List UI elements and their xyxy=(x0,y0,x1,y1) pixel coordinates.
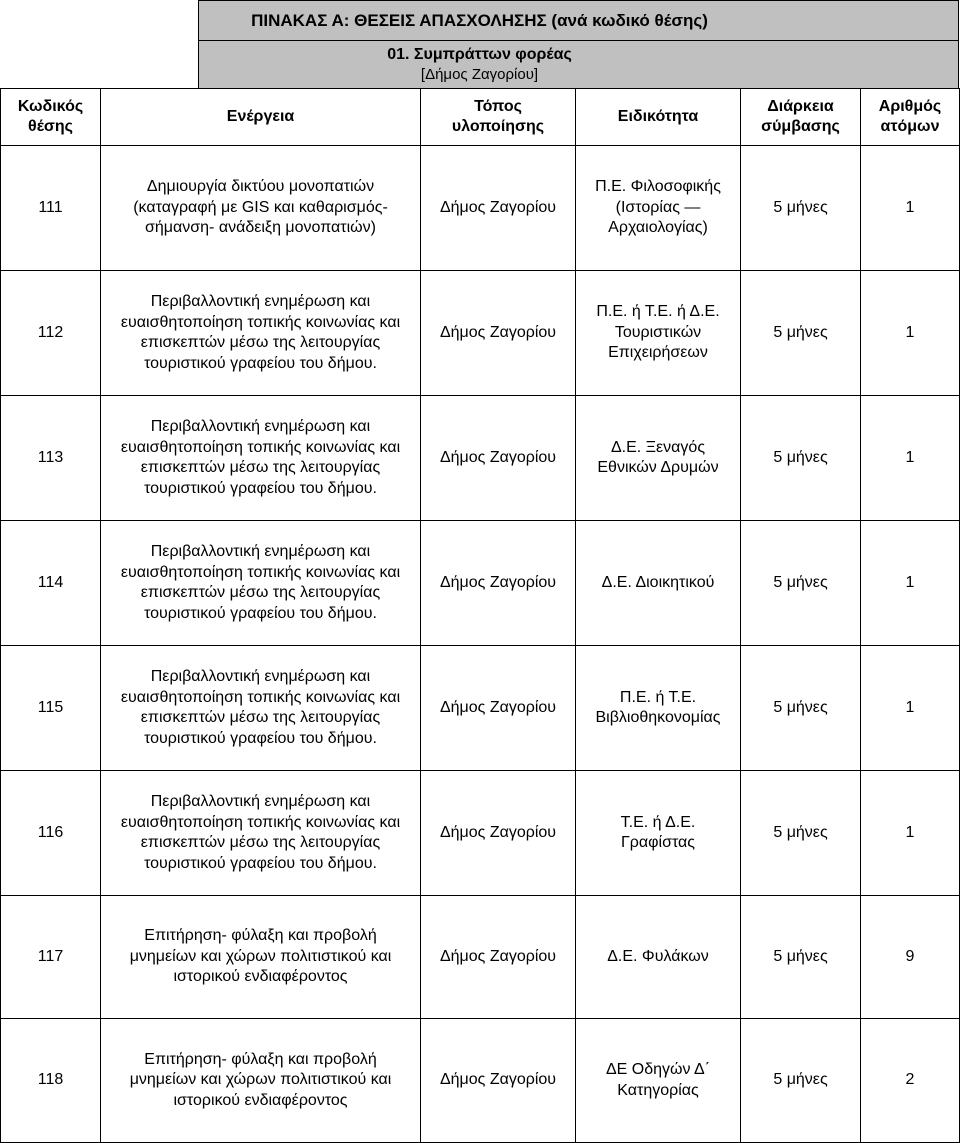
partner-name: 01. Συμπράττων φορέας xyxy=(387,45,572,63)
partner-entity: [Δήμος Ζαγορίου] xyxy=(420,65,539,83)
duration-cell: 5 μήνες xyxy=(741,521,861,646)
specialty-cell: Π.Ε. ή Τ.Ε. ή Δ.Ε. Τουριστικών Επιχειρήσεων xyxy=(576,271,741,396)
action-cell: Περιβαλλοντική ενημέρωση και ευαισθητοποίηση τοπικής κοινωνίας και επισκεπτών μέσω της λειτουργίας τουριστικού γραφείου του δήμου. xyxy=(101,521,421,646)
duration-cell: 5 μήνες xyxy=(741,771,861,896)
column-header-duration: Διάρκεια σύμβασης xyxy=(741,89,861,146)
position-code-cell: 117 xyxy=(1,896,101,1019)
specialty-cell: Π.Ε. ή Τ.Ε. Βιβλιοθηκονομίας xyxy=(576,646,741,771)
column-header-specialty: Ειδικότητα xyxy=(576,89,741,146)
action-cell: Επιτήρηση- φύλαξη και προβολή μνημείων και χώρων πολιτιστικού και ιστορικού ενδιαφέροντος xyxy=(101,1019,421,1143)
action-cell: Επιτήρηση- φύλαξη και προβολή μνημείων και χώρων πολιτιστικού και ιστορικού ενδιαφέροντος xyxy=(101,896,421,1019)
position-code-cell: 114 xyxy=(1,521,101,646)
duration-cell: 5 μήνες xyxy=(741,396,861,521)
count-cell: 1 xyxy=(861,646,960,771)
location-cell: Δήμος Ζαγορίου xyxy=(421,771,576,896)
table-row xyxy=(1,271,960,396)
duration-cell: 5 μήνες xyxy=(741,271,861,396)
table-row xyxy=(1,896,960,1019)
table-row xyxy=(1,521,960,646)
specialty-cell: Τ.Ε. ή Δ.Ε. Γραφίστας xyxy=(576,771,741,896)
table-row xyxy=(1,1019,960,1143)
action-cell: Περιβαλλοντική ενημέρωση και ευαισθητοποίηση τοπικής κοινωνίας και επισκεπτών μέσω της λειτουργίας τουριστικού γραφείου του δήμου. xyxy=(101,271,421,396)
column-header-code: Κωδικός θέσης xyxy=(1,89,101,146)
specialty-cell: Δ.Ε. Ξεναγός Εθνικών Δρυμών xyxy=(576,396,741,521)
count-cell: 1 xyxy=(861,271,960,396)
count-cell: 1 xyxy=(861,521,960,646)
column-header-count: Αριθμός ατόμων xyxy=(861,89,960,146)
table-row xyxy=(1,396,960,521)
location-cell: Δήμος Ζαγορίου xyxy=(421,1019,576,1143)
location-cell: Δήμος Ζαγορίου xyxy=(421,646,576,771)
table-row xyxy=(1,771,960,896)
count-cell: 2 xyxy=(861,1019,960,1143)
location-cell: Δήμος Ζαγορίου xyxy=(421,271,576,396)
position-code-cell: 111 xyxy=(1,146,101,271)
count-cell: 1 xyxy=(861,396,960,521)
count-cell: 1 xyxy=(861,771,960,896)
column-header-action: Ενέργεια xyxy=(101,89,421,146)
table-header-row xyxy=(1,89,960,146)
positions-table xyxy=(0,88,960,1143)
action-cell: Περιβαλλοντική ενημέρωση και ευαισθητοποίηση τοπικής κοινωνίας και επισκεπτών μέσω της λειτουργίας τουριστικού γραφείου του δήμου. xyxy=(101,396,421,521)
action-cell: Δημιουργία δικτύου μονοπατιών (καταγραφή με GIS και καθαρισμός- σήμανση- ανάδειξη μονοπατιών) xyxy=(101,146,421,271)
count-cell: 9 xyxy=(861,896,960,1019)
specialty-cell: ΔΕ Οδηγών Δ΄ Κατηγορίας xyxy=(576,1019,741,1143)
location-cell: Δήμος Ζαγορίου xyxy=(421,521,576,646)
count-cell: 1 xyxy=(861,146,960,271)
duration-cell: 5 μήνες xyxy=(741,646,861,771)
position-code-cell: 113 xyxy=(1,396,101,521)
location-cell: Δήμος Ζαγορίου xyxy=(421,396,576,521)
column-header-location: Τόπος υλοποίησης xyxy=(421,89,576,146)
location-cell: Δήμος Ζαγορίου xyxy=(421,896,576,1019)
table-title xyxy=(198,0,959,41)
position-code-cell: 118 xyxy=(1,1019,101,1143)
table-row xyxy=(1,146,960,271)
table-row xyxy=(1,646,960,771)
specialty-cell: Δ.Ε. Φυλάκων xyxy=(576,896,741,1019)
location-cell: Δήμος Ζαγορίου xyxy=(421,146,576,271)
partner-heading xyxy=(198,40,959,89)
table-title-text: ΠΙΝΑΚΑΣ Α: ΘΕΣΕΙΣ ΑΠΑΣΧΟΛΗΣΗΣ (ανά κωδικό θέσης) xyxy=(251,10,708,30)
specialty-cell: Π.Ε. Φιλοσοφικής (Ιστορίας — Αρχαιολογίας) xyxy=(576,146,741,271)
position-code-cell: 115 xyxy=(1,646,101,771)
position-code-cell: 116 xyxy=(1,771,101,896)
duration-cell: 5 μήνες xyxy=(741,1019,861,1143)
duration-cell: 5 μήνες xyxy=(741,146,861,271)
action-cell: Περιβαλλοντική ενημέρωση και ευαισθητοποίηση τοπικής κοινωνίας και επισκεπτών μέσω της λειτουργίας τουριστικού γραφείου του δήμου. xyxy=(101,646,421,771)
duration-cell: 5 μήνες xyxy=(741,896,861,1019)
action-cell: Περιβαλλοντική ενημέρωση και ευαισθητοποίηση τοπικής κοινωνίας και επισκεπτών μέσω της λειτουργίας τουριστικού γραφείου του δήμου. xyxy=(101,771,421,896)
specialty-cell: Δ.Ε. Διοικητικού xyxy=(576,521,741,646)
position-code-cell: 112 xyxy=(1,271,101,396)
